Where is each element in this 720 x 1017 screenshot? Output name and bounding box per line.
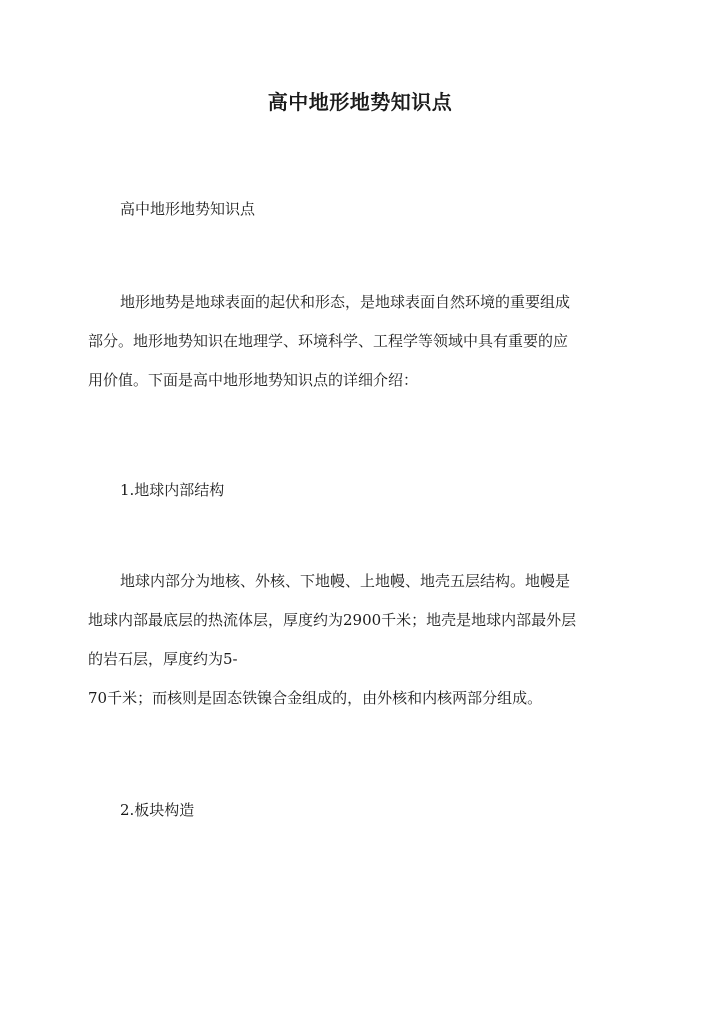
intro-paragraph: [88, 289, 636, 406]
section1-paragraph: [88, 568, 636, 724]
intro-line: 部分。地形地势知识在地理学、环境科学、工程学等领域中具有重要的应: [88, 332, 569, 350]
document-title: 高中地形地势知识点: [267, 90, 453, 114]
section1-line: 地球内部分为地核、外核、下地幔、上地幔、地壳五层结构。地幔是: [120, 572, 571, 590]
subtitle: 高中地形地势知识点: [120, 200, 256, 218]
intro-line: 地形地势是地球表面的起伏和形态，是地球表面自然环境的重要组成: [120, 293, 571, 311]
section1-line: 地球内部最底层的热流体层，厚度约为2900千米；地壳是地球内部最外层: [88, 611, 577, 629]
section-heading-1: 1.地球内部结构: [120, 481, 225, 499]
section-heading-2: 2.板块构造: [120, 801, 195, 819]
section1-line: 70千米；而核则是固态铁镍合金组成的，由外核和内核两部分组成。: [88, 689, 543, 707]
section1-line: 的岩石层，厚度约为5-: [88, 650, 238, 668]
intro-line: 用价值。下面是高中地形地势知识点的详细介绍：: [88, 371, 419, 389]
